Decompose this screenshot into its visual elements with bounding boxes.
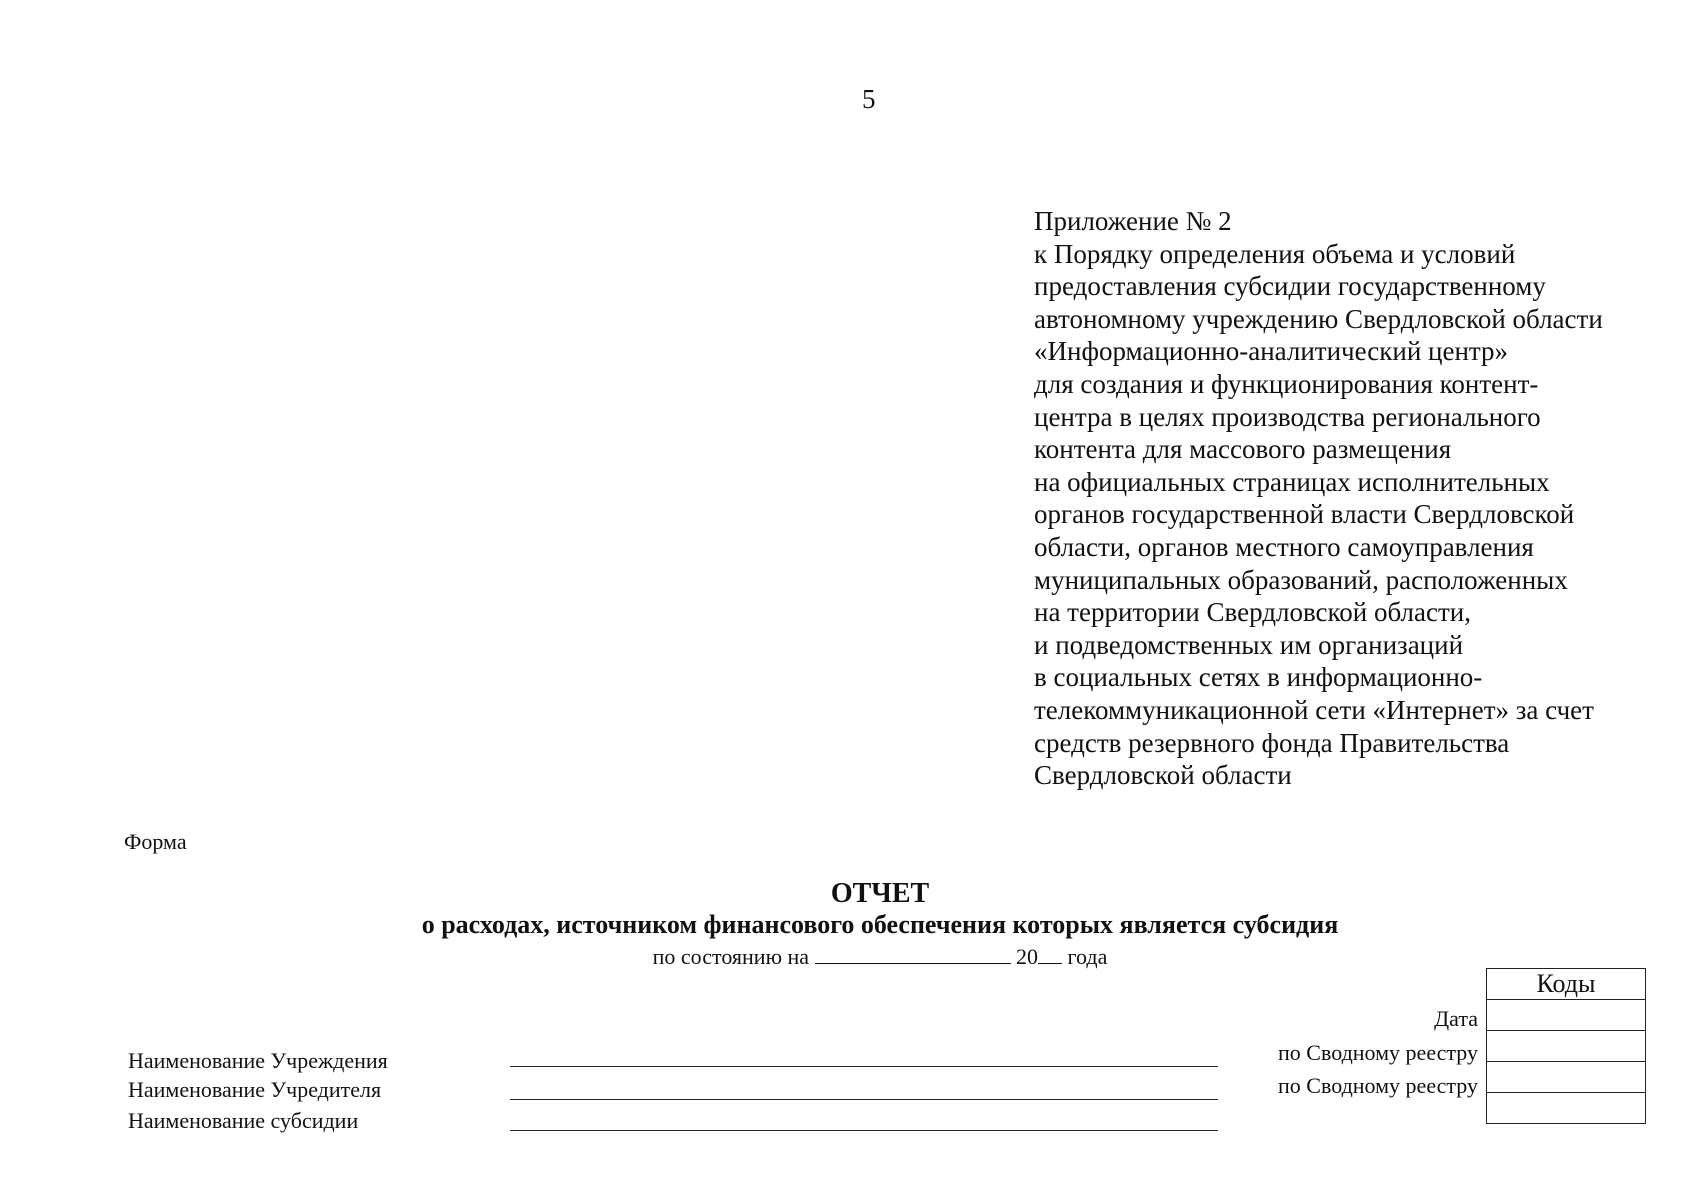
appendix-line: Свердловской области [1034,760,1292,791]
date-blank [815,962,1011,964]
appendix-line: «Информационно-аналитический центр» [1034,336,1509,367]
institution-label: Наименование Учреждения [128,1048,388,1073]
date-code-label: Дата [1434,1006,1478,1031]
appendix-block [1034,205,1674,792]
registry-code-cell-2[interactable] [1487,1062,1646,1093]
registry-code-cell-1[interactable] [1487,1031,1646,1062]
subsidy-label: Наименование субсидии [128,1108,359,1133]
form-label: Форма [124,829,187,854]
appendix-line: контента для массового размещения [1034,434,1452,465]
codes-header: Коды [1487,969,1646,1000]
registry-code-label-2: по Сводному реестру [1278,1073,1478,1098]
appendix-line: Приложение № 2 [1034,206,1232,236]
page-number: 5 [862,84,876,114]
date-prefix: по состоянию на [652,944,810,969]
appendix-line: муниципальных образований, расположенных [1034,564,1568,595]
date-code-cell[interactable] [1487,1000,1646,1031]
appendix-line: и подведомственных им организаций [1034,629,1464,660]
extra-code-cell[interactable] [1487,1093,1646,1124]
year-blank [1038,962,1062,964]
appendix-line: предоставления субсидии государственному [1034,271,1546,302]
report-subtitle: о расходах, источником финансового обеспечения которых является субсидия [421,910,1339,939]
report-title: ОТЧЕТ [830,878,930,909]
founder-label: Наименование Учредителя [128,1077,382,1102]
appendix-line: на территории Свердловской области, [1034,597,1471,628]
appendix-line: в социальных сетях в информационно- [1034,662,1483,693]
appendix-line: автономному учреждению Свердловской области [1034,303,1603,334]
appendix-line: органов государственной власти Свердловской [1034,499,1575,530]
founder-field-line[interactable] [510,1099,1218,1100]
codes-table [1486,968,1646,1124]
registry-code-label-1: по Сводному реестру [1278,1040,1478,1065]
date-year-prefix: 20 [1016,944,1039,969]
subsidy-field-line[interactable] [510,1130,1218,1131]
appendix-line: телекоммуникационной сети «Интернет» за счет [1034,694,1594,725]
appendix-line: на официальных страницах исполнительных [1034,466,1550,497]
institution-field-line[interactable] [510,1066,1218,1067]
appendix-line: области, органов местного самоуправления [1034,531,1534,562]
appendix-line: для создания и функционирования контент- [1034,368,1539,399]
appendix-line: центра в целях производства регионального [1034,401,1541,432]
report-date-line [0,944,1696,970]
date-suffix: года [1067,944,1108,969]
appendix-line: средств резервного фонда Правительства [1034,727,1510,758]
appendix-line: к Порядку определения объема и условий [1034,238,1516,269]
